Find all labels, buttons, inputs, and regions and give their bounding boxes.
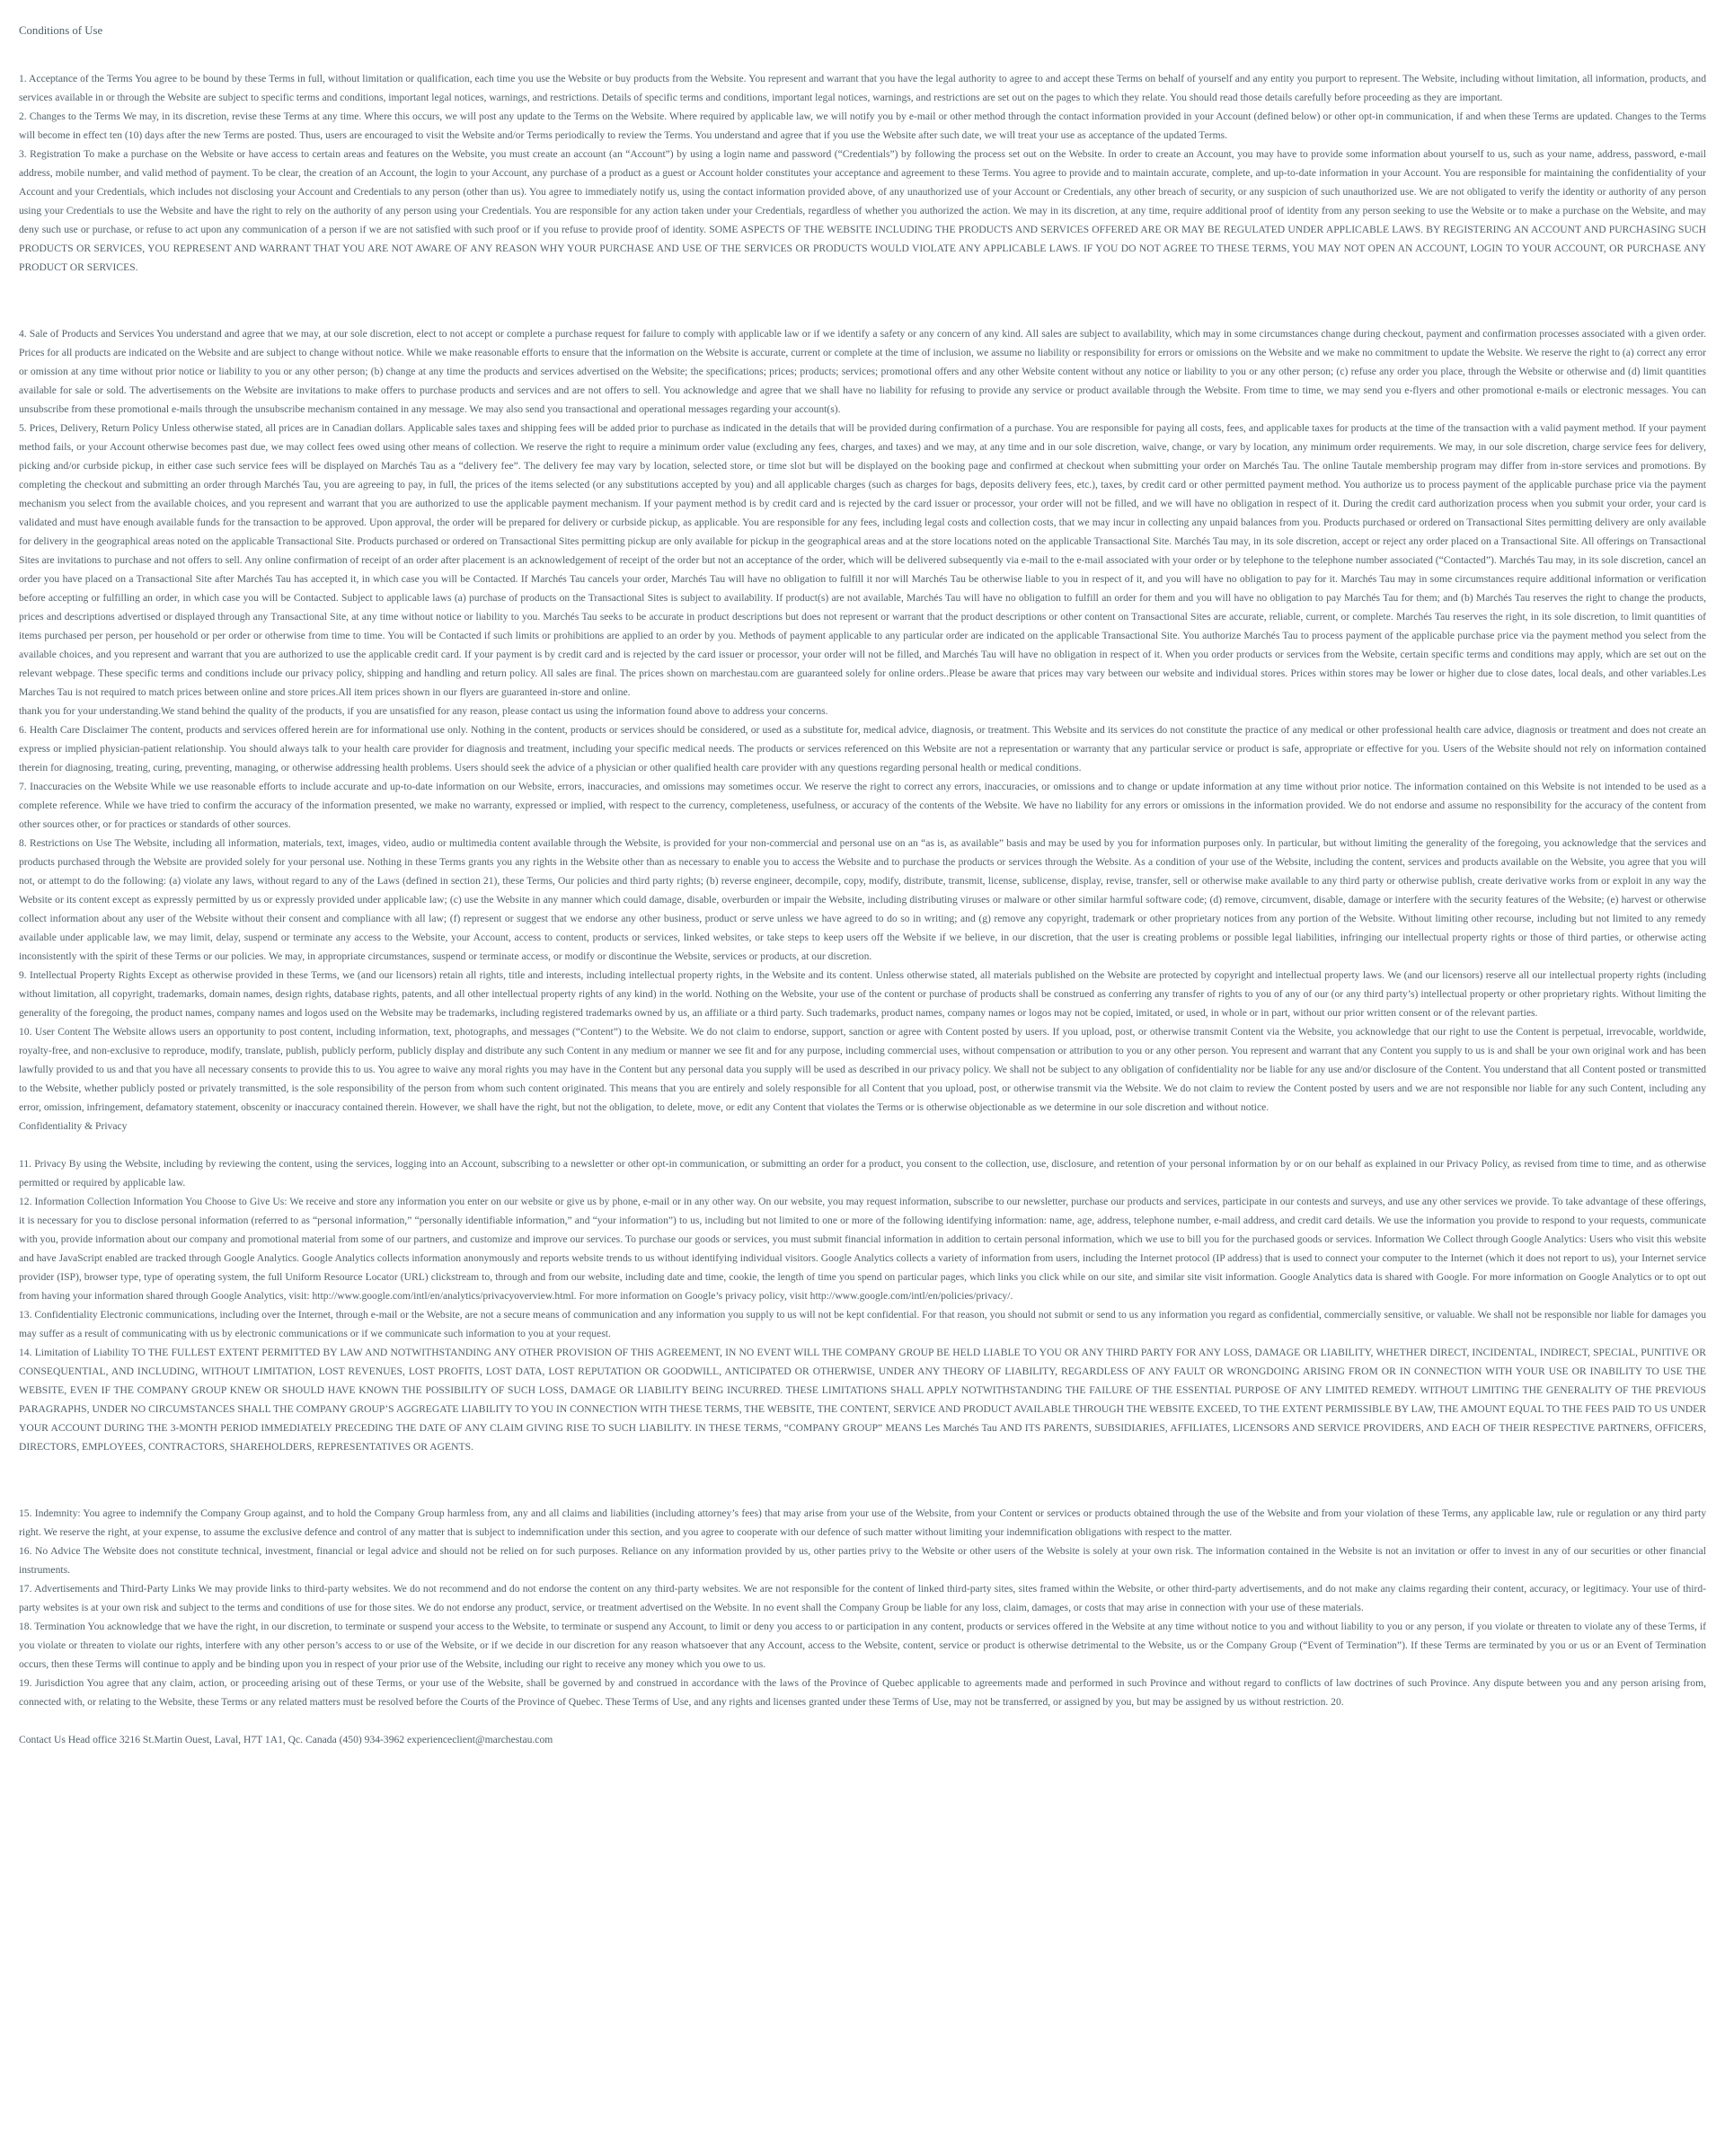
section-9-ip-rights: 9. Intellectual Property Rights Except as otherwise provided in these Terms, we (and our licensors) retain all rights, title and interests, including intellectual property rights, in the Website and its content. Unless otherwise stated, all materials published on the Website are protected by copyright and intellectual property laws. We (and our licensors) reserve all our intellectual property rights (including without limitation, all copyright, trademarks, domain names, design rights, database rights, patents, and all other intellectual property rights of any kind) in the world. Nothing on the Website, your use of the content or purchase of products shall be construed as conferring any transfer of rights to you of any of our (or any third party’s) intellectual property or other proprietary rights. Without limiting the generality of the foregoing, the product names, company names and logos used on the Website may be trademarks, including registered trademarks owned by us, an affiliate or a third party. Such trademarks, product names, company names or logos may not be copied, imitated, or used, in whole or in part, without our prior written consent or of the relevant parties. bbox=[19, 969, 1706, 1019]
section-15-indemnity: 15. Indemnity: You agree to indemnify the Company Group against, and to hold the Company Group harmless from, any and all claims and liabilities (including attorney’s fees) that may arise from your use of the Website, from your Content or services or products obtained through the use of the Website and from your violation of these Terms, any applicable law, rule or regulation or any third party right. We reserve the right, at your expense, to assume the exclusive defence and control of any matter that is subject to indemnification under this section, and you agree to cooperate with our defence of such matter without limiting your indemnification obligations with respect to the matter. bbox=[19, 1507, 1706, 1538]
section-4-sale: 4. Sale of Products and Services You understand and agree that we may, at our sole discretion, elect to not accept or complete a purchase request for failure to comply with applicable law or if we identify a safety or any concern of any kind. All sales are subject to availability, which may in some circumstances change during checkout, payment and confirmation processes associated with a given order. Prices for all products are indicated on the Website and are subject to change without notice. While we make reasonable efforts to ensure that the information on the Website is accurate, current or complete at the time of inclusion, we assume no liability or responsibility for errors or omissions on the Website and we make no commitment to update the Website. We reserve the right to (a) correct any error or omission at any time without prior notice or liability to you or any other person; (b) change at any time the products and services advertised on the Website; the specifications; prices; products; services; promotional offers and any other Website content without any notice or liability to you or any other person; (c) refuse any order you place, through the Website or otherwise and (d) limit quantities available for sale or sold. The advertisements on the Website are invitations to make offers to purchase products and services and are not offers to sell. You acknowledge and agree that we shall have no liability for refusing to provide any service or product available through the Website. From time to time, we may send you e-flyers and other promotional e-mails or electronic messages. You can unsubscribe from these promotional e-mails through the unsubscribe mechanism contained in any message. We may also send you transactional and operational messages regarding your account(s). bbox=[19, 328, 1706, 415]
section-5-thank-you: thank you for your understanding.We stand behind the quality of the products, if you are unsatisfied for any reason, please contact us using the information found above to address your concerns. bbox=[19, 705, 828, 717]
contact-info: Contact Us Head office 3216 St.Martin Ouest, Laval, H7T 1A1, Qc. Canada (450) 934-3962 experienceclient@marchestau.com bbox=[19, 1734, 553, 1745]
section-12-information-collection: 12. Information Collection Information You Choose to Give Us: We receive and store any information you enter on our website or give us by phone, e-mail or in any other way. On our website, you may request information, subscribe to our newsletter, purchase our products and services, participate in our contests and surveys, and use any other services we provide. To take advantage of these offerings, it is necessary for you to disclose personal information (referred to as “personal information,” “personally identifiable information,” and “your information”) to us, including but not limited to one or more of the following identifying information: name, age, address, telephone number, e-mail address, and credit card details. We use the information you provide to respond to your requests, communicate with you, provide information about our company and promotional material from some of our partners, and customize and improve our services. To purchase our goods or services, you must submit financial information in addition to certain personal information, which we use to bill you for the purchased goods or services. Information We Collect through Google Analytics: Users who visit this website and have JavaScript enabled are tracked through Google Analytics. Google Analytics collects information anonymously and reports website trends to us without identifying individual visitors. Google Analytics collects a variety of information from users, including the Internet protocol (IP address) that is used to connect your computer to the Internet (which it does not report to us), your Internet service provider (ISP), browser type, type of operating system, the full Uniform Resource Locator (URL) clickstream to, through and from our website, including date and time, cookie, the length of time you spend on particular pages, which links you click while on our site, and similar site visit information. Google Analytics data is shared with Google. For more information on Google Analytics or to opt out from having your information shared through Google Analytics, visit: http://www.google.com/intl/en/analytics/privacyoverview.html. For more information on Google’s privacy policy, visit http://www.google.com/intl/en/policies/privacy/. bbox=[19, 1196, 1706, 1302]
section-3-registration: 3. Registration To make a purchase on the Website or have access to certain areas and features on the Website, you must create an account (an “Account”) by using a login name and password (“Credentials”) by following the process set out on the Website. In order to create an Account, you may have to provide some information about yourself to us, such as your name, address, password, e-mail address, mobile number, and valid method of payment. To be clear, the creation of an Account, the login to your Account, any purchase of a product as a guest or Account holder constitutes your acceptance and agreement to these Terms. You agree to provide and to maintain accurate, complete, and up-to-date information in your Account. You are responsible for maintaining the confidentiality of your Account and your Credentials, which includes not disclosing your Account and Credentials to any person (other than us). You agree to immediately notify us, using the contact information provided above, of any unauthorized use of your Account or Credentials, any other breach of security, or any suspicion of such unauthorized use. We are not obligated to verify the identity or authority of any person using your Credentials to use the Website and have the right to rely on the authority of any person using your Credentials. You are responsible for any action taken under your Credentials, regardless of whether you authorized the action. We may in its discretion, at any time, require additional proof of identity from any person seeking to use the Website or to make a purchase on the Website, and may deny such use or purchase, or refuse to act upon any communication of a person if we are not satisfied with such proof or if you refuse to provide proof of identity. SOME ASPECTS OF THE WEBSITE INCLUDING THE PRODUCTS AND SERVICES OFFERED ARE OR MAY BE REGULATED UNDER APPLICABLE LAWS. BY REGISTERING AN ACCOUNT AND PURCHASING SUCH PRODUCTS OR SERVICES, YOU REPRESENT AND WARRANT THAT YOU ARE NOT AWARE OF ANY REASON WHY YOUR PURCHASE AND USE OF THE SERVICES OR PRODUCTS WOULD VIOLATE ANY APPLICABLE LAWS. IF YOU DO NOT AGREE TO THESE TERMS, YOU MAY NOT OPEN AN ACCOUNT, LOGIN TO YOUR ACCOUNT, OR PURCHASE ANY PRODUCT OR SERVICES. bbox=[19, 148, 1706, 273]
section-7-inaccuracies: 7. Inaccuracies on the Website While we use reasonable efforts to include accurate and up-to-date information on our Website, errors, inaccuracies, and omissions may sometimes occur. We reserve the right to correct any errors, inaccuracies, or omissions and to change or update information at any time without prior notice. The information contained on this Website is not intended to be used as a complete reference. While we have tried to confirm the accuracy of the information presented, we make no warranty, expressed or implied, with respect to the currency, completeness, usefulness, or accuracy of the contents of the Website. We have no liability for any errors or omissions in the information provided. We do not endorse and assume no responsibility for the accuracy of the content from other sources other, or for practices or standards of other sources. bbox=[19, 781, 1706, 830]
section-16-no-advice: 16. No Advice The Website does not constitute technical, investment, financial or legal advice and should not be relied on for such purposes. Reliance on any information provided by us, other parties privy to the Website or other users of the Website is solely at your own risk. The information contained in the Website is not an invitation or offer to invest in any of our securities or other financial instruments. bbox=[19, 1545, 1706, 1576]
section-17-advertisements: 17. Advertisements and Third-Party Links We may provide links to third-party websites. We do not recommend and do not endorse the content on any third-party websites. We are not responsible for the content of linked third-party sites, sites framed within the Website, or other third-party advertisements, and do not make any claims regarding their content, accuracy, or legitimacy. Your use of third-party websites is at your own risk and subject to the terms and conditions of use for those sites. We do not endorse any product, service, or treatment advertised on the Website. In no event shall the Company Group be liable for any loss, claim, damages, or costs that may arise in connection with your use of these materials. bbox=[19, 1583, 1706, 1613]
section-14-liability: 14. Limitation of Liability TO THE FULLEST EXTENT PERMITTED BY LAW AND NOTWITHSTANDING ANY OTHER PROVISION OF THIS AGREEMENT, IN NO EVENT WILL THE COMPANY GROUP BE HELD LIABLE TO YOU OR ANY THIRD PARTY FOR ANY LOSS, DAMAGE OR LIABILITY, WHETHER DIRECT, INCIDENTAL, INDIRECT, SPECIAL, PUNITIVE OR CONSEQUENTIAL, AND INCLUDING, WITHOUT LIMITATION, LOST REVENUES, LOST PROFITS, LOST DATA, LOST REPUTATION OR GOODWILL, ANTICIPATED OR OTHERWISE, UNDER ANY THEORY OF LIABILITY, REGARDLESS OF ANY FAULT OR WRONGDOING ARISING FROM OR IN CONNECTION WITH YOUR USE OR INABILITY TO USE THE WEBSITE, EVEN IF THE COMPANY GROUP KNEW OR SHOULD HAVE KNOWN THE POSSIBILITY OF SUCH LOSS, DAMAGE OR LIABILITY BEING INCURRED. THESE LIMITATIONS SHALL APPLY NOTWITHSTANDING THE FAILURE OF THE ESSENTIAL PURPOSE OF ANY LIMITED REMEDY. WITHOUT LIMITING THE GENERALITY OF THE PREVIOUS PARAGRAPHS, UNDER NO CIRCUMSTANCES SHALL THE COMPANY GROUP’S AGGREGATE LIABILITY TO YOU IN CONNECTION WITH THESE TERMS, THE WEBSITE, THE CONTENT, SERVICE AND PRODUCT AVAILABLE THROUGH THE WEBSITE EXCEED, TO THE EXTENT PERMISSIBLE BY LAW, THE AMOUNT EQUAL TO THE FEES PAID TO US UNDER YOUR ACCOUNT DURING THE 3-MONTH PERIOD IMMEDIATELY PRECEDING THE DATE OF ANY CLAIM GIVING RISE TO SUCH LIABILITY. IN THESE TERMS, “COMPANY GROUP” MEANS Les Marchés Tau AND ITS PARENTS, SUBSIDIARIES, AFFILIATES, LICENSORS AND SERVICE PROVIDERS, AND EACH OF THEIR RESPECTIVE PARTNERS, OFFICERS, DIRECTORS, EMPLOYEES, CONTRACTORS, SHAREHOLDERS, REPRESENTATIVES OR AGENTS. bbox=[19, 1347, 1706, 1453]
section-18-termination: 18. Termination You acknowledge that we have the right, in our discretion, to terminate or suspend your access to the Website, to terminate or suspend any Account, to limit or deny you access to or participation in any content, products or services offered in the Website at any time without notice to you and without liability to you or any person, if you violate or threaten to violate any of these Terms, if you violate or threaten to violate our rights, interfere with any other person’s access to or use of the Website, or if we decide in our discretion for any reason whatsoever that any Account, access to the Website, content, service or product is otherwise detrimental to the Website, us or the Company Group (“Event of Termination”). If these Terms are terminated by you or us or an Event of Termination occurs, then these Terms will continue to apply and be binding upon you in respect of your prior use of the Website, including our right to receive any money which you owe to us. bbox=[19, 1621, 1706, 1670]
section-11-privacy: 11. Privacy By using the Website, including by reviewing the content, using the services, logging into an Account, subscribing to a newsletter or other opt-in communication, or submitting an order for a product, you consent to the collection, use, disclosure, and retention of your personal information by or on our behalf as explained in our Privacy Policy, as revised from time to time, and as otherwise permitted or required by applicable law. bbox=[19, 1158, 1706, 1188]
section-1-acceptance: 1. Acceptance of the Terms You agree to be bound by these Terms in full, without limitation or qualification, each time you use the Website or buy products from the Website. You represent and warrant that you have the legal authority to agree to and accept these Terms on behalf of yourself and any entity you purport to represent. The Website, including without limitation, all information, products, and services available in or through the Website are subject to specific terms and conditions, important legal notices, warnings, and restrictions. Details of specific terms and conditions, important legal notices, warnings, and restrictions are set out on the pages to which they relate. You should read those details carefully before proceeding as they are important. bbox=[19, 73, 1706, 103]
section-8-restrictions: 8. Restrictions on Use The Website, including all information, materials, text, images, video, audio or multimedia content available through the Website, is provided for your non-commercial and personal use on an “as is, as available” basis and may be used by you for information purposes only. In particular, but without limiting the generality of the foregoing, you acknowledge that the services and products purchased through the Website are provided solely for your personal use. Nothing in these Terms grants you any rights in the Website other than as necessary to enable you to access the Website and to purchase the products or services through the Website. As a condition of your use of the Website, including the content, services and products available on the Website, you agree that you will not, or attempt to do the following: (a) violate any laws, without regard to any of the Laws (defined in section 21), these Terms, Our policies and third party rights; (b) reverse engineer, decompile, copy, modify, distribute, transmit, license, sublicense, display, revise, transfer, sell or otherwise make available to any third party or otherwise publish, create derivative works from or exploit in any way the Website or its content except as expressly permitted by us or expressly provided under applicable law; (c) use the Website in any manner which could damage, disable, overburden or impair the Website, including distributing viruses or malware or other similar harmful software code; (d) remove, circumvent, disable, damage or interfere with the security features of the Website; (e) harvest or otherwise collect information about any user of the Website without their consent and compliance with all law; (f) represent or suggest that we endorse any other business, product or serve unless we have agreed to do so in writing; and (g) remove any copyright, trademark or other proprietary notices from any portion of the Website. Without limiting other recourse, including but not limited to any remedy available under applicable law, we may limit, delay, suspend or terminate any access to the Website, your Account, access to content, products or services, linked websites, or take steps to keep users off the Website if we believe, in our discretion, that the user is creating problems or possible legal liabilities, infringing our intellectual property rights or those of third parties, or otherwise acting inconsistently with the spirit of these Terms or our policies. We may, in appropriate circumstances, suspend or terminate access, or modify or discontinue the Website, services or products, at our discretion. bbox=[19, 837, 1706, 962]
privacy-heading: Confidentiality & Privacy bbox=[19, 1120, 128, 1132]
section-2-changes: 2. Changes to the Terms We may, in its discretion, revise these Terms at any time. Where this occurs, we will post any update to the Terms on the Website. Where required by applicable law, we will notify you by e-mail or other method through the contact information provided in your Account (defined below) or other opt-in communication, if and when these Terms are updated. Changes to the Terms will become in effect ten (10) days after the new Terms are posted. Thus, users are encouraged to visit the Website and/or Terms periodically to review the Terms. You understand and agree that if you use the Website after such date, we will treat your use as acceptance of the updated Terms. bbox=[19, 110, 1706, 141]
section-19-jurisdiction: 19. Jurisdiction You agree that any claim, action, or proceeding arising out of these Terms, or your use of the Website, shall be governed by and construed in accordance with the laws of the Province of Quebec applicable to agreements made and performed in such Province and without regard to conflicts of law doctrines of such Province. Any dispute between you and any person arising from, connected with, or relating to the Website, these Terms or any related matters must be resolved before the Courts of the Province of Quebec. These Terms of Use, and any rights and licenses granted under these Terms of Use, may not be transferred, or assigned by you, but may be assigned by us without restriction. 20. bbox=[19, 1677, 1706, 1708]
section-6-health: 6. Health Care Disclaimer The content, products and services offered herein are for informational use only. Nothing in the content, products or services should be considered, or used as a substitute for, medical advice, diagnosis, or treatment. This Website and its services do not constitute the practice of any medical or other professional health care advice, diagnosis or treatment and does not create an express or implied physician-patient relationship. You should always talk to your health care provider for diagnosis and treatment, including your specific medical needs. The products or services referenced on this Website are not a representation or warranty that any particular service or product is safe, appropriate or effective for you. Users of the Website should not rely on information contained therein for diagnosing, treating, curing, preventing, managing, or otherwise addressing health problems. Users should seek the advice of a physician or other qualified health care provider with any questions regarding personal health or medical conditions. bbox=[19, 724, 1706, 773]
section-13-confidentiality: 13. Confidentiality Electronic communications, including over the Internet, through e-mail or the Website, are not a secure means of communication and any information you supply to us will not be kept confidential. For that reason, you should not submit or send to us any information you regard as confidential, commercially sensitive, or valuable. We shall not be responsible nor liable for damages you may suffer as a result of communicating with us by electronic communications or if we communicate such information to you at your request. bbox=[19, 1309, 1706, 1339]
section-5-prices: 5. Prices, Delivery, Return Policy Unless otherwise stated, all prices are in Canadian dollars. Applicable sales taxes and shipping fees will be added prior to purchase as indicated in the details that will be provided during confirmation of a purchase. You are responsible for paying all costs, fees, and applicable taxes for products at the time of the transaction with a valid payment method. If your payment method fails, or your Account otherwise becomes past due, we may collect fees owed using other means of collection. We reserve the right to require a minimum order value (excluding any fees, charges, and taxes) and we may, at any time and in our sole discretion, waive, change, or vary by location, any minimum order requirements. We may, in our sole discretion, charge service fees for delivery, picking and/or curbside pickup, in either case such service fees will be displayed on Marchés Tau as a “delivery fee”. The delivery fee may vary by location, selected store, or time slot but will be displayed on the booking page and confirmed at checkout when submitting your order on Marchés Tau. The online Tautale membership program may differ from in-store services and promotions. By completing the checkout and submitting an order through Marchés Tau, you are agreeing to pay, in full, the prices of the items selected (or any substitutions accepted by you) and all applicable charges (such as charges for bags, deposits delivery fees, etc.), taxes, by credit card or other permitted payment method. You authorize us to process payment of the applicable purchase price via the payment mechanism you select from the available choices, and you represent and warrant that you are authorized to use the applicable payment mechanism. If your payment method is by credit card and is rejected by the card issuer or processor, your order will not be filled, and we will have no obligation in respect of it. During the credit card authorization process when you submit your order, your card is validated and must have enough available funds for the transaction to be approved. Upon approval, the order will be prepared for delivery or curbside pickup, as applicable. You are responsible for any fees, including legal costs and collection costs, that we may incur in collecting any unpaid balances from you. Products purchased or ordered on Transactional Sites permitting delivery are only available for delivery in the geographical areas noted on the applicable Transactional Site. Products purchased or ordered on Transactional Sites permitting pickup are only available for pickup in the geographical areas and at the store locations noted on the applicable Transactional Site. Marchés Tau may, in its sole discretion, accept or reject any order placed on a Transactional Site. All offerings on Transactional Sites are invitations to purchase and not offers to sell. Any online confirmation of receipt of an order after placement is an acknowledgement of receipt of the order but not an acceptance of the order, which will be delivered subsequently via e-mail to the e-mail associated with your order or by telephone to the telephone number associated (“Contacted”). Marchés Tau may, in its sole discretion, cancel an order you have placed on a Transactional Site after Marchés Tau has accepted it, in which case you will be Contacted. If Marchés Tau cancels your order, Marchés Tau will have no obligation to fulfill it nor will Marchés Tau be otherwise liable to you in respect of it, and you will have no obligation to pay for it. Marchés Tau may in some circumstances require additional information or verification before accepting or fulfilling an order, in which case you will be Contacted. Subject to applicable laws (a) purchase of products on the Transactional Sites is subject to availability. If product(s) are not available, Marchés Tau will have no obligation to fulfill an order for them and you will have no obligation to pay Marchés Tau for them; and (b) Marchés Tau reserves the right to change the products, prices and descriptions advertised or displayed through any Transactional Site, at any time without notice or liability to you. Marchés Tau seeks to be accurate in product descriptions but does not represent or warrant that the product descriptions or other content on Transactional Sites are accurate, reliable, current, or complete. Marchés Tau reserves the right, in its sole discretion, to limit quantities of items purchased per person, per household or per order or otherwise from time to time. You will be Contacted if such limits or prohibitions are applied to an order by you. Methods of payment applicable to any particular order are indicated on the applicable Transactional Site. You authorize Marchés Tau to process payment of the applicable purchase price via the payment method you select from the available choices, and you represent and warrant that you are authorized to use the applicable credit card. If your payment is by credit card and is rejected by the card issuer or processor, your order will not be filled, and Marchés Tau will have no obligation in respect of it. When you order products or services from the Website, certain specific terms and conditions may apply, which are set out on the relevant webpage. These specific terms and conditions include our privacy policy, shipping and handling and return policy. All sales are final. The prices shown on marchestau.com are guaranteed solely for online orders..Please be aware that prices may vary between our website and individual stores. Prices within stores may be lower or higher due to close dates, local deals, and other variables.Les Marches Tau is not required to match prices between online and store prices.All item prices shown in our flyers are guaranteed in-store and online. bbox=[19, 422, 1706, 698]
page-title: Conditions of Use bbox=[19, 24, 103, 37]
section-10-user-content: 10. User Content The Website allows users an opportunity to post content, including information, text, photographs, and messages (“Content”) to the Website. We do not claim to endorse, support, sanction or agree with Content posted by users. If you upload, post, or otherwise transmit Content via the Website, you acknowledge that our right to use the Content is perpetual, irrevocable, worldwide, royalty-free, and non-exclusive to reproduce, modify, translate, publish, publicly perform, publicly display and distribute any such Content in any medium or manner we see fit and for any purpose, including commercial uses, without compensation or attribution to you or any other person. You represent and warrant that any Content you supply to us is and shall be your own original work and has been lawfully provided to us and that you have all necessary consents to provide this to us. You agree to waive any moral rights you may have in the Content but any personal data you supply will be used as described in our privacy policy. We shall not be subject to any obligation of confidentiality nor be liable for any use and/or disclosure of the Content. You understand that all Content posted or transmitted to the Website, whether publicly posted or privately transmitted, is the sole responsibility of the person from whom such content originated. This means that you are entirely and solely responsible for all Content that you upload, post, or otherwise transmit via the Website. We do not claim to review the Content posted by users and we are not responsible nor liable for any such Content, including any error, omission, infringement, defamatory statement, obscenity or inaccuracy contained therein. However, we shall have the right, but not the obligation, to delete, move, or edit any Content that violates the Terms or is otherwise objectionable as we determine in our sole discretion and without notice. bbox=[19, 1026, 1706, 1113]
